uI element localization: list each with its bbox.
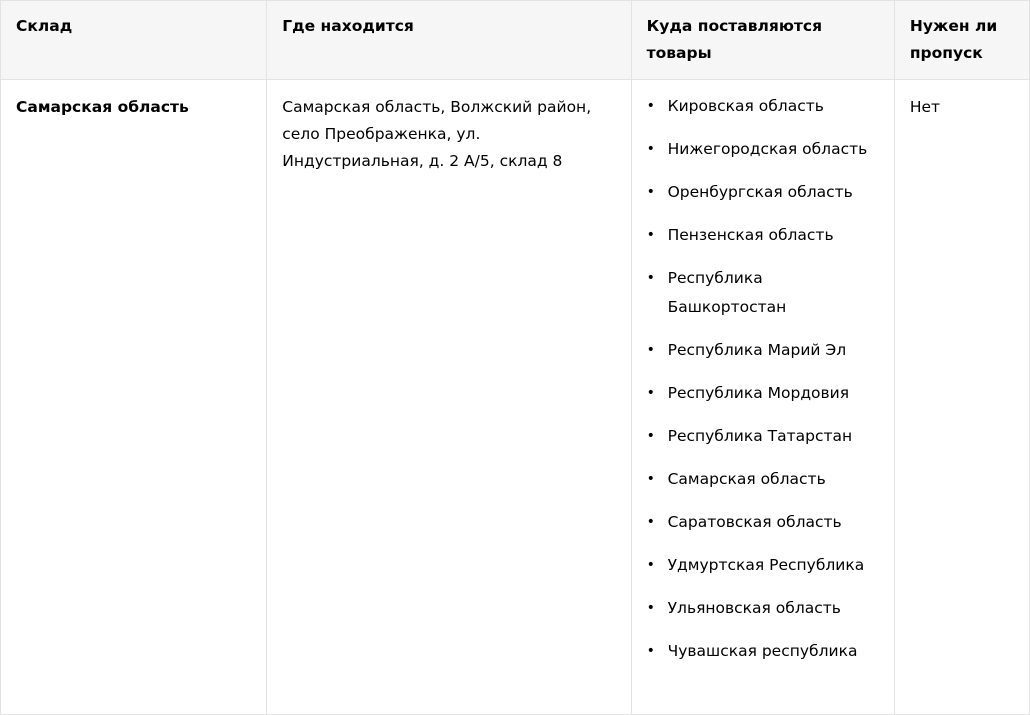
list-item: [647, 221, 880, 250]
list-item: [647, 178, 880, 207]
cell-pass: Нет: [894, 80, 1029, 715]
delivery-region: Кировская область: [667, 97, 824, 115]
list-item: [647, 637, 880, 666]
bullet-icon: •: [646, 270, 655, 286]
list-item: [647, 379, 880, 408]
delivery-region: Республика Татарстан: [667, 427, 853, 445]
list-item: [647, 264, 880, 322]
table-header-row: [1, 1, 1030, 80]
list-item: [647, 465, 880, 494]
delivery-region: Чувашская республика: [667, 642, 858, 660]
list-item: [647, 92, 880, 121]
list-item: [647, 551, 880, 580]
bullet-icon: •: [646, 141, 655, 157]
header-pass: Нужен ли пропуск: [894, 1, 1029, 80]
delivery-region: Саратовская область: [667, 513, 842, 531]
cell-location: Самарская область, Волжский район, село Преображенка, ул. Индустриальная, д. 2 А/5, склад 8: [267, 80, 631, 715]
header-warehouse: Склад: [1, 1, 267, 80]
bullet-icon: •: [646, 98, 655, 114]
list-item: [647, 336, 880, 365]
delivery-region: Самарская область: [667, 470, 826, 488]
bullet-icon: •: [646, 342, 655, 358]
bullet-icon: •: [646, 557, 655, 573]
delivery-region: Нижегородская область: [667, 140, 868, 158]
delivery-region: Удмуртская Республика: [667, 556, 865, 574]
header-location: Где находится: [267, 1, 631, 80]
list-item: [647, 422, 880, 451]
list-item: [647, 135, 880, 164]
bullet-icon: •: [646, 184, 655, 200]
delivery-region: Пензенская область: [667, 226, 834, 244]
bullet-icon: •: [646, 428, 655, 444]
cell-warehouse: Самарская область: [1, 80, 267, 715]
header-delivery: Куда поставляются товары: [631, 1, 894, 80]
bullet-icon: •: [646, 385, 655, 401]
delivery-region: Республика Марий Эл: [667, 341, 847, 359]
delivery-region: Ульяновская область: [667, 599, 841, 617]
list-item: [647, 508, 880, 537]
cell-delivery: [631, 80, 894, 715]
delivery-region: Республика Башкортостан: [667, 269, 787, 316]
bullet-icon: •: [646, 643, 655, 659]
delivery-region: Оренбургская область: [667, 183, 853, 201]
delivery-region: Республика Мордовия: [667, 384, 850, 402]
table-row: [1, 80, 1030, 715]
list-item: [647, 594, 880, 623]
bullet-icon: •: [646, 471, 655, 487]
bullet-icon: •: [646, 600, 655, 616]
bullet-icon: •: [646, 227, 655, 243]
delivery-list: [647, 92, 880, 666]
bullet-icon: •: [646, 514, 655, 530]
